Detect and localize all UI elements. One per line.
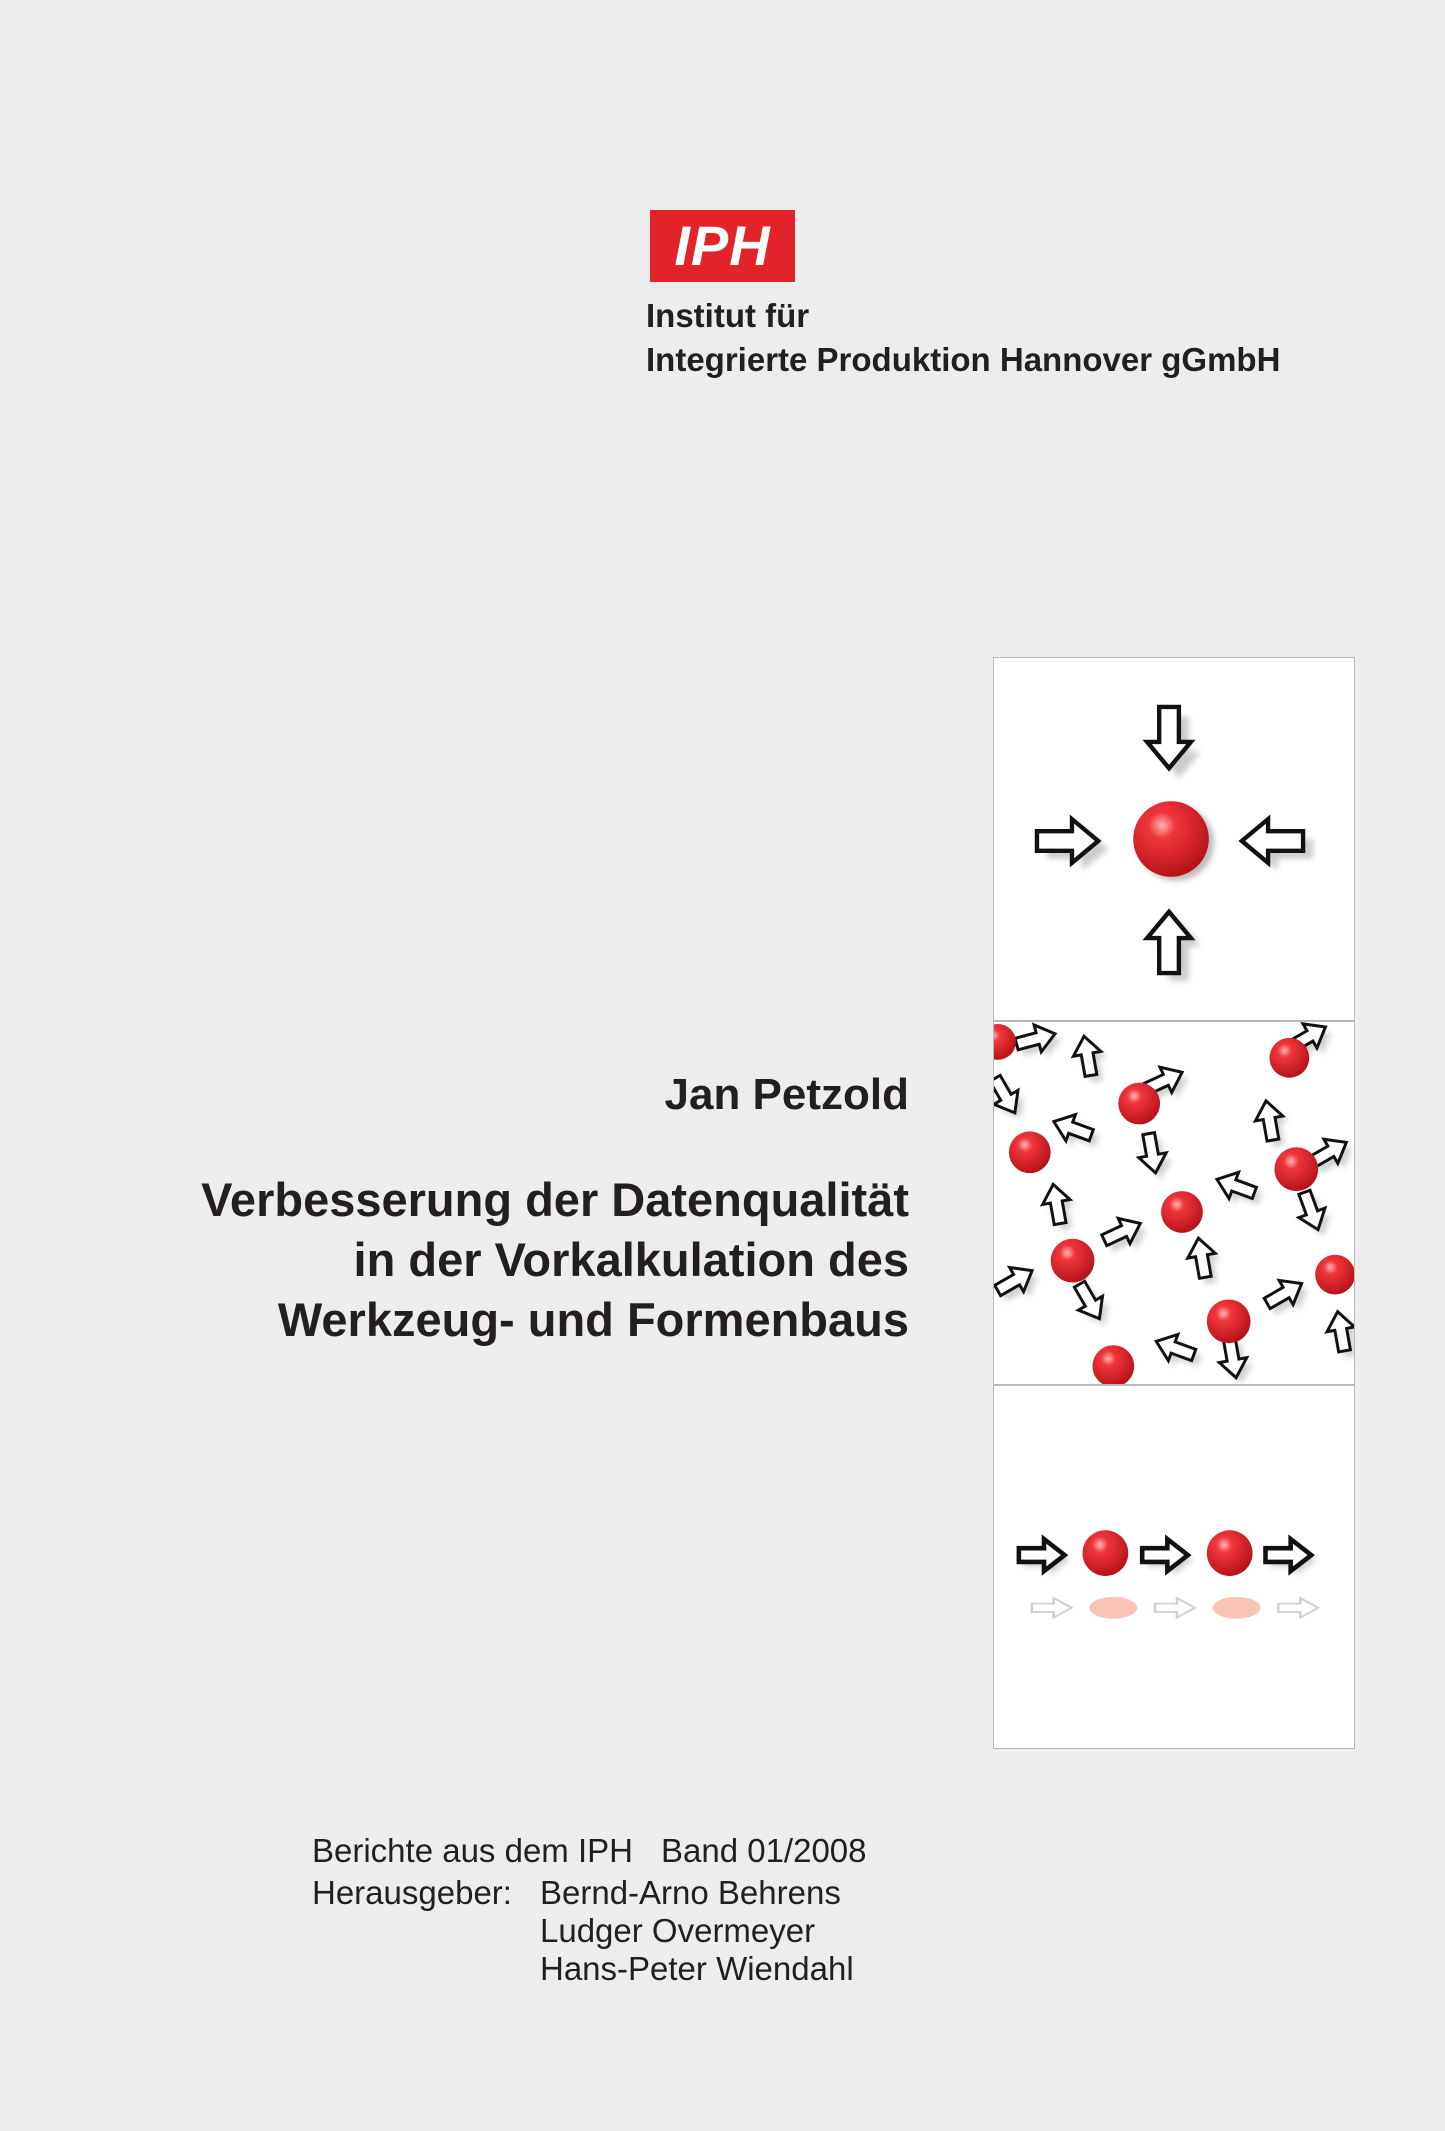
scattered-particles-icon xyxy=(994,1022,1354,1384)
series-name: Berichte aus dem IPH xyxy=(312,1832,633,1869)
title-line-2: in der Vorkalkulation des xyxy=(353,1233,909,1286)
aligned-flow-panel xyxy=(993,1385,1355,1749)
institute-line-2: Integrierte Produktion Hannover gGmbH xyxy=(646,341,1281,378)
converging-arrows-panel xyxy=(993,657,1355,1021)
iph-logo-text: IPH xyxy=(674,214,771,277)
title-line-1: Verbesserung der Datenqualität xyxy=(201,1173,909,1226)
scattered-particles-panel xyxy=(993,1021,1355,1385)
editor-name: Hans-Peter Wiendahl xyxy=(540,1950,854,1987)
series-info xyxy=(312,1832,867,1870)
sphere xyxy=(1133,801,1209,877)
title-line-3: Werkzeug- und Formenbaus xyxy=(277,1293,909,1346)
editors-label: Herausgeber: xyxy=(312,1874,512,1911)
author-name: Jan Petzold xyxy=(664,1070,909,1119)
book-title xyxy=(201,1170,909,1350)
editors-names xyxy=(540,1874,854,1988)
institute-name xyxy=(646,294,1280,382)
editor-name: Bernd-Arno Behrens xyxy=(540,1874,841,1911)
aligned-flow-icon xyxy=(994,1386,1354,1748)
series-band: Band 01/2008 xyxy=(660,1832,867,1869)
editors-block xyxy=(312,1874,854,1987)
converging-arrows-icon xyxy=(994,658,1354,1020)
editor-name: Ludger Overmeyer xyxy=(540,1912,816,1949)
iph-logo xyxy=(650,210,795,282)
institute-line-1: Institut für xyxy=(646,297,810,334)
